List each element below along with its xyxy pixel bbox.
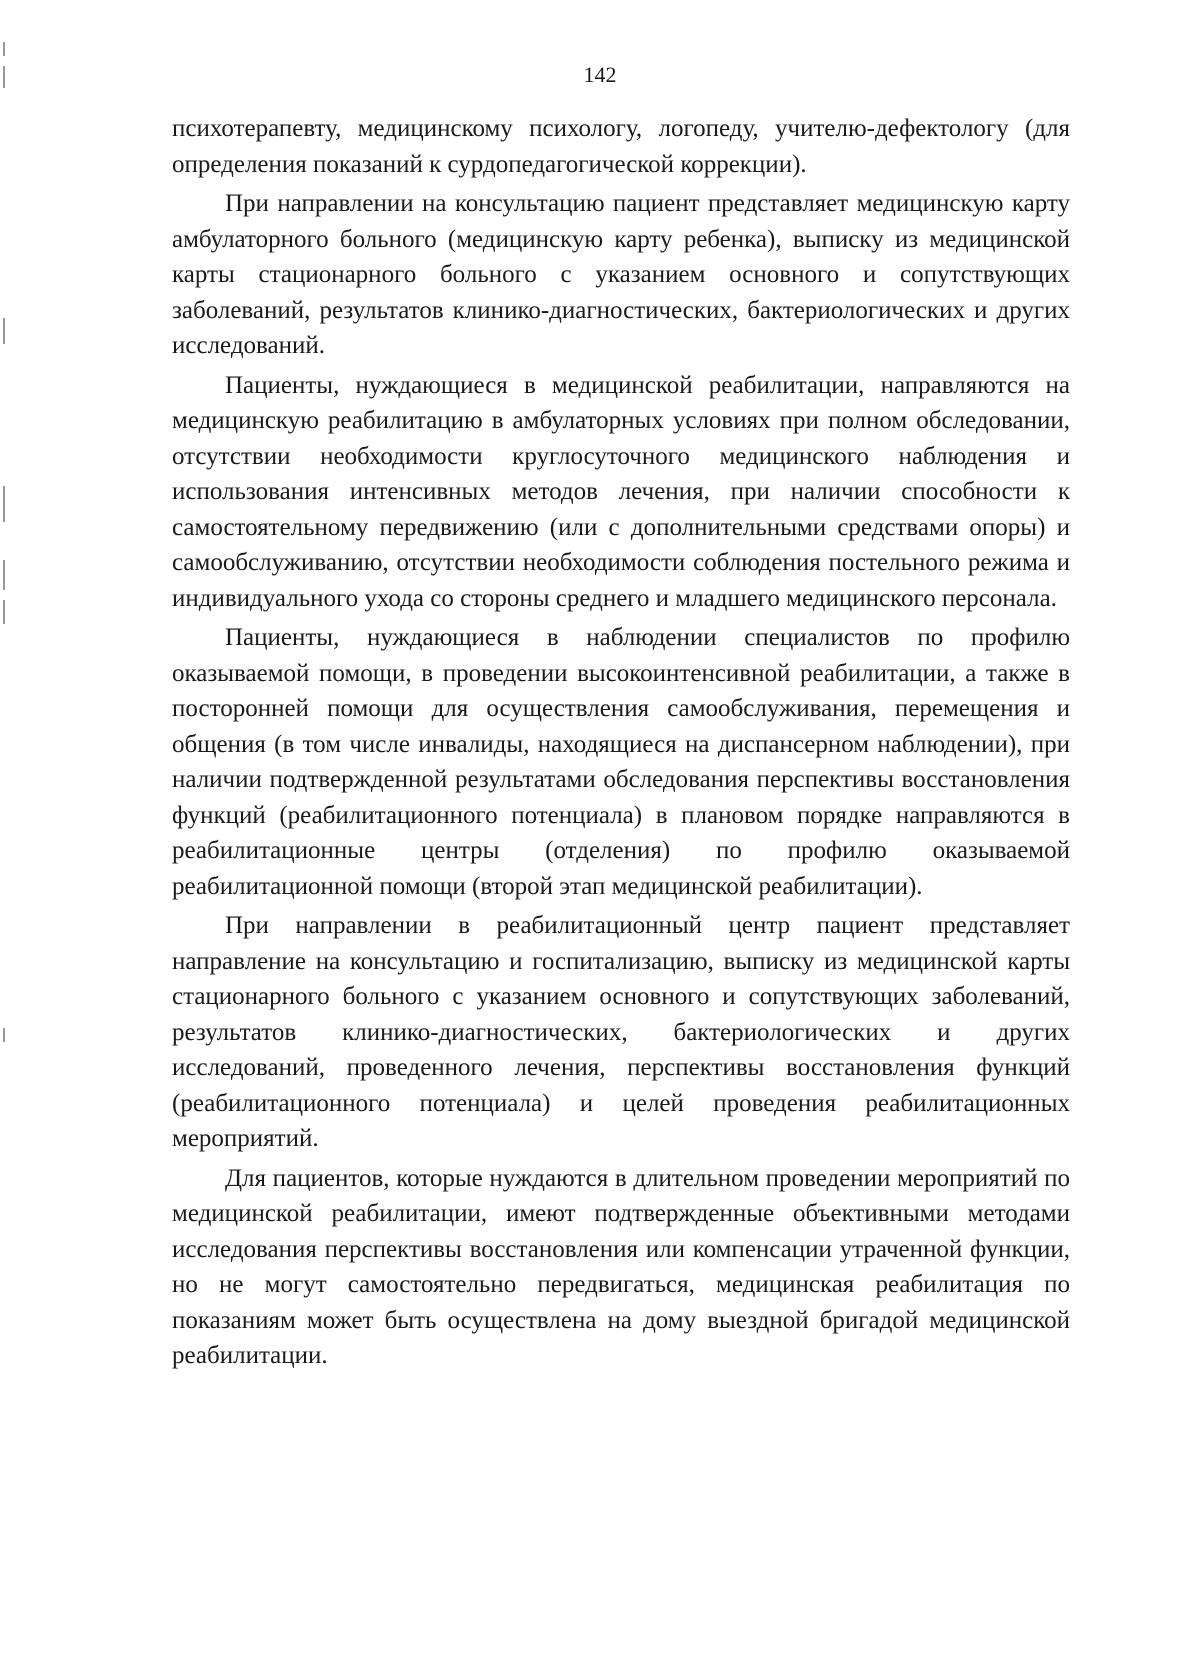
- scan-edge-mark: [3, 318, 5, 344]
- scan-edge-mark: [3, 486, 5, 522]
- scan-edge-mark: [3, 42, 5, 56]
- paragraph: Пациенты, нуждающиеся в медицинской реабилитации, направляются на медицинскую реабилитацию в амбулаторных условиях при полном обследовании, отсутствии необходимости круглосуточного медицинского наблюдения и использования интенсивных методов лечения, при наличии способности к самостоятельному передвижению (или с дополнительными средствами опоры) и самообслуживанию, отсутствии необходимости соблюдения постельного режима и индивидуального ухода со стороны среднего и младшего медицинского персонала.: [172, 371, 1070, 612]
- scan-edge-mark: [3, 1028, 5, 1042]
- page-number: 142: [583, 62, 617, 87]
- scan-edge-mark: [3, 560, 5, 590]
- paragraph: психотерапевту, медицинскому психологу, логопеду, учителю-дефектологу (для определения показаний к сурдопедагогической коррекции).: [172, 115, 1070, 178]
- paragraph: Пациенты, нуждающиеся в наблюдении специалистов по профилю оказываемой помощи, в проведении высокоинтенсивной реабилитации, а также в посторонней помощи для осуществления самообслуживания, перемещения и общения (в том числе инвалиды, находящиеся на диспансерном наблюдении), при наличии подтвержденной результатами обследования перспективы восстановления функций (реабилитационного потенциала) в плановом порядке направляются в реабилитационные центры (отделения) по профилю оказываемой реабилитационной помощи (второй этап медицинской реабилитации).: [172, 624, 1070, 900]
- scan-edge-mark: [3, 600, 5, 624]
- paragraph: При направлении в реабилитационный центр пациент представляет направление на консультацию и госпитализацию, выписку из медицинской карты стационарного больного с указанием основного и сопутствующих заболеваний, результатов клинико-диагностических, бактериологических и других исследований, проведенного лечения, перспективы восстановления функций (реабилитационного потенциала) и целей проведения реабилитационных мероприятий.: [172, 912, 1070, 1152]
- body-text: [172, 111, 1070, 1378]
- paragraph: При направлении на консультацию пациент представляет медицинскую карту амбулаторного больного (медицинскую карту ребенка), выписку из медицинской карты стационарного больного с указанием основного и сопутствующих заболеваний, результатов клинико-диагностических, бактериологических и других исследований.: [172, 190, 1070, 359]
- paragraph: Для пациентов, которые нуждаются в длительном проведении мероприятий по медицинской реабилитации, имеют подтвержденные объективными методами исследования перспективы восстановления или компенсации утраченной функции, но не могут самостоятельно передвигаться, медицинская реабилитация по показаниям может быть осуществлена на дому выездной бригадой медицинской реабилитации.: [172, 1164, 1070, 1369]
